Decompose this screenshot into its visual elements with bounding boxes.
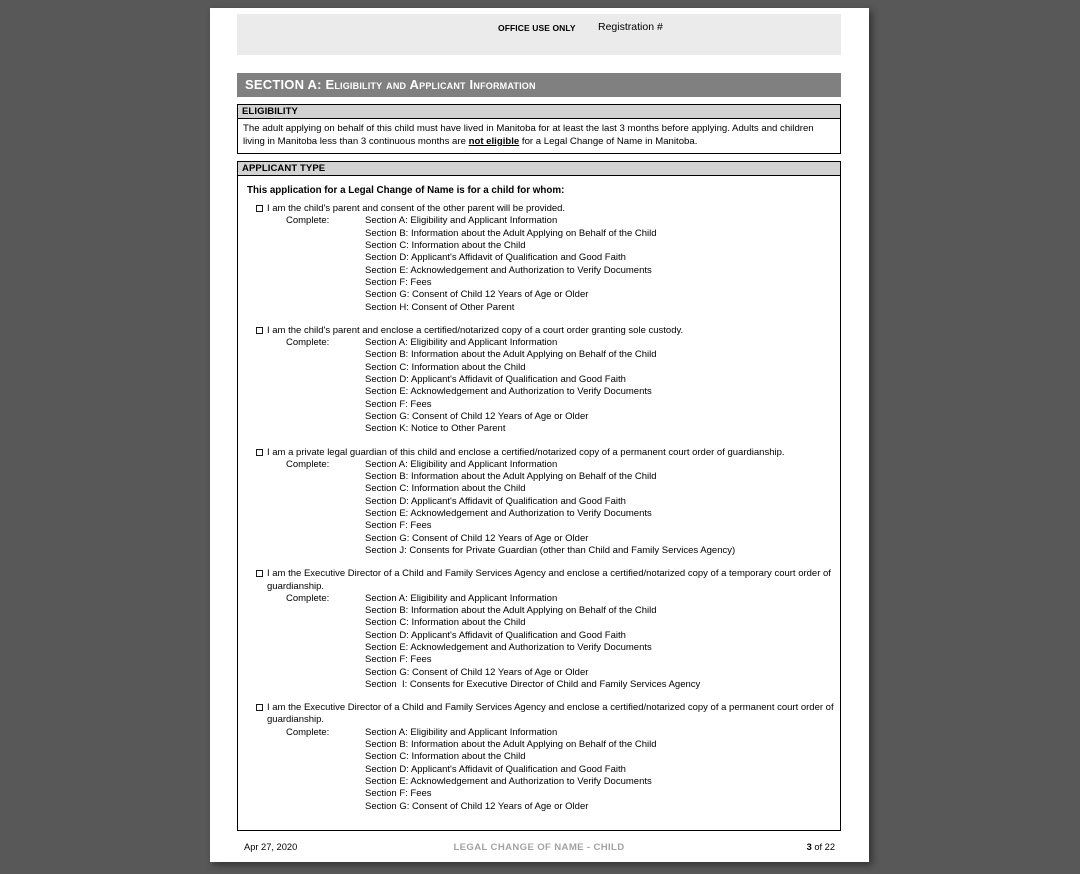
option-section-row bbox=[244, 302, 834, 314]
option-section-row bbox=[244, 374, 834, 386]
section-requirement-text: Section B: Information about the Adult Applying on Behalf of the Child bbox=[365, 349, 657, 361]
section-requirement-text: Section D: Applicant's Affidavit of Qualification and Good Faith bbox=[365, 763, 626, 775]
section-requirement-text: Section D: Applicant's Affidavit of Qualification and Good Faith bbox=[365, 252, 626, 264]
option-section-row bbox=[244, 289, 834, 301]
option-statement-row[interactable] bbox=[244, 203, 834, 215]
page-footer bbox=[237, 842, 841, 858]
section-requirement-text: Section G: Consent of Child 12 Years of Age or Older bbox=[365, 800, 589, 812]
applicant-type-option bbox=[244, 447, 834, 558]
applicant-type-block bbox=[237, 161, 841, 831]
section-requirement-text: Section K: Notice to Other Parent bbox=[365, 423, 506, 435]
section-requirement-text: Section A: Eligibility and Applicant Information bbox=[365, 726, 558, 738]
section-requirement-text: Section B: Information about the Adult Applying on Behalf of the Child bbox=[365, 605, 657, 617]
applicant-type-body bbox=[238, 176, 840, 830]
option-section-row bbox=[244, 764, 834, 776]
section-a-title-rest: Eligibility and Applicant Information bbox=[325, 77, 536, 92]
option-statement-text: I am the child's parent and enclose a certified/notarized copy of a court order granting sole custody. bbox=[267, 324, 684, 336]
office-use-bar bbox=[237, 14, 841, 55]
option-section-row bbox=[244, 215, 834, 227]
applicant-type-option bbox=[244, 325, 834, 436]
section-requirement-text: Section F: Fees bbox=[365, 788, 432, 800]
option-section-row bbox=[244, 228, 834, 240]
option-statement-text: I am the child's parent and consent of the other parent will be provided. bbox=[267, 203, 566, 215]
applicant-type-band bbox=[238, 162, 840, 176]
option-section-row bbox=[244, 679, 834, 691]
footer-page-total: of 22 bbox=[811, 842, 835, 853]
option-section-row bbox=[244, 337, 834, 349]
section-requirement-text: Section E: Acknowledgement and Authorization to Verify Documents bbox=[365, 386, 652, 398]
option-section-row bbox=[244, 751, 834, 763]
eligibility-block bbox=[237, 104, 841, 154]
page-content bbox=[237, 14, 841, 858]
complete-label: Complete: bbox=[286, 458, 330, 470]
section-requirement-text: Section F: Fees bbox=[365, 276, 432, 288]
section-requirement-text: Section C: Information about the Child bbox=[365, 240, 526, 252]
checkbox-icon[interactable] bbox=[256, 704, 263, 711]
section-requirement-text: Section A: Eligibility and Applicant Information bbox=[365, 215, 558, 227]
section-requirement-text: Section G: Consent of Child 12 Years of Age or Older bbox=[365, 289, 589, 301]
option-section-row bbox=[244, 399, 834, 411]
option-section-row bbox=[244, 520, 834, 532]
option-statement-row[interactable] bbox=[244, 568, 834, 593]
section-requirement-text: Section G: Consent of Child 12 Years of Age or Older bbox=[365, 410, 589, 422]
option-section-row bbox=[244, 252, 834, 264]
option-section-row bbox=[244, 617, 834, 629]
footer-page-number bbox=[807, 842, 835, 852]
option-section-row bbox=[244, 776, 834, 788]
option-section-row bbox=[244, 459, 834, 471]
section-requirement-text: Section C: Information about the Child bbox=[365, 617, 526, 629]
option-section-row bbox=[244, 727, 834, 739]
checkbox-icon[interactable] bbox=[256, 570, 263, 577]
section-requirement-text: Section E: Acknowledgement and Authorization to Verify Documents bbox=[365, 775, 652, 787]
complete-label: Complete: bbox=[286, 215, 330, 227]
section-requirement-text: Section I: Consents for Executive Director of Child and Family Services Agency bbox=[365, 678, 701, 690]
eligibility-text-part1: The adult applying on behalf of this child must have lived in Manitoba for at least the last 3 months before applying. Adults and children living in Manitoba less than 3 continuous months are bbox=[243, 123, 814, 147]
applicant-type-option bbox=[244, 568, 834, 691]
option-section-row bbox=[244, 630, 834, 642]
section-requirement-text: Section H: Consent of Other Parent bbox=[365, 301, 515, 313]
complete-label: Complete: bbox=[286, 337, 330, 349]
applicant-type-band-title: APPLICANT TYPE bbox=[242, 163, 326, 175]
checkbox-icon[interactable] bbox=[256, 449, 263, 456]
option-section-row bbox=[244, 240, 834, 252]
option-section-row bbox=[244, 667, 834, 679]
section-requirement-text: Section G: Consent of Child 12 Years of Age or Older bbox=[365, 532, 589, 544]
section-requirement-text: Section A: Eligibility and Applicant Information bbox=[365, 337, 558, 349]
registration-number-label: Registration # bbox=[598, 21, 663, 33]
eligibility-band bbox=[238, 105, 840, 119]
applicant-type-intro: This application for a Legal Change of Name is for a child for whom: bbox=[247, 185, 565, 197]
section-requirement-text: Section G: Consent of Child 12 Years of Age or Older bbox=[365, 666, 589, 678]
section-requirement-text: Section E: Acknowledgement and Authorization to Verify Documents bbox=[365, 508, 652, 520]
option-section-row bbox=[244, 508, 834, 520]
section-requirement-text: Section J: Consents for Private Guardian (other than Child and Family Services Agency) bbox=[365, 544, 736, 556]
section-requirement-text: Section F: Fees bbox=[365, 398, 432, 410]
eligibility-band-title: ELIGIBILITY bbox=[242, 106, 298, 117]
option-section-row bbox=[244, 739, 834, 751]
option-section-row bbox=[244, 423, 834, 435]
section-requirement-text: Section D: Applicant's Affidavit of Qualification and Good Faith bbox=[365, 374, 626, 386]
complete-label: Complete: bbox=[286, 726, 330, 738]
section-requirement-text: Section E: Acknowledgement and Authorization to Verify Documents bbox=[365, 264, 652, 276]
section-a-title bbox=[245, 77, 536, 92]
office-use-only-label: OFFICE USE ONLY bbox=[498, 23, 576, 33]
section-requirement-text: Section D: Applicant's Affidavit of Qualification and Good Faith bbox=[365, 495, 626, 507]
section-requirement-text: Section A: Eligibility and Applicant Information bbox=[365, 458, 558, 470]
option-section-row bbox=[244, 277, 834, 289]
option-section-row bbox=[244, 605, 834, 617]
section-a-title-lead: SECTION A: bbox=[245, 77, 322, 92]
option-section-row bbox=[244, 386, 834, 398]
option-section-row bbox=[244, 642, 834, 654]
eligibility-text bbox=[238, 119, 840, 153]
section-requirement-text: Section B: Information about the Adult Applying on Behalf of the Child bbox=[365, 471, 657, 483]
option-section-row bbox=[244, 654, 834, 666]
document-page bbox=[210, 8, 869, 862]
option-section-row bbox=[244, 593, 834, 605]
option-sections-list bbox=[244, 459, 834, 557]
option-section-row bbox=[244, 411, 834, 423]
section-requirement-text: Section B: Information about the Adult Applying on Behalf of the Child bbox=[365, 227, 657, 239]
footer-date: Apr 27, 2020 bbox=[244, 842, 298, 853]
option-sections-list bbox=[244, 727, 834, 813]
option-statement-row[interactable] bbox=[244, 325, 834, 337]
section-requirement-text: Section C: Information about the Child bbox=[365, 483, 526, 495]
option-sections-list bbox=[244, 215, 834, 313]
option-section-row bbox=[244, 545, 834, 557]
option-statement-row[interactable] bbox=[244, 447, 834, 459]
section-requirement-text: Section C: Information about the Child bbox=[365, 361, 526, 373]
footer-page-current: 3 bbox=[806, 842, 812, 853]
section-requirement-text: Section C: Information about the Child bbox=[365, 751, 526, 763]
option-section-row bbox=[244, 788, 834, 800]
option-section-row bbox=[244, 471, 834, 483]
section-a-header bbox=[237, 73, 841, 97]
option-statement-text: I am a private legal guardian of this child and enclose a certified/notarized copy of a permanent court order of guardianship. bbox=[267, 446, 785, 458]
checkbox-icon[interactable] bbox=[256, 327, 263, 334]
option-section-row bbox=[244, 362, 834, 374]
option-sections-list bbox=[244, 337, 834, 435]
eligibility-emphasis: not eligible bbox=[468, 135, 520, 147]
option-statement-text: I am the Executive Director of a Child and Family Services Agency and enclose a certified/notarized copy of a permanent court order of guardianship. bbox=[267, 702, 834, 726]
applicant-type-options bbox=[244, 203, 834, 813]
option-section-row bbox=[244, 801, 834, 813]
option-statement-row[interactable] bbox=[244, 702, 834, 727]
footer-document-title: LEGAL CHANGE OF NAME - CHILD bbox=[453, 842, 625, 854]
applicant-type-option bbox=[244, 203, 834, 314]
checkbox-icon[interactable] bbox=[256, 205, 263, 212]
section-requirement-text: Section B: Information about the Adult Applying on Behalf of the Child bbox=[365, 739, 657, 751]
section-requirement-text: Section A: Eligibility and Applicant Information bbox=[365, 592, 558, 604]
complete-label: Complete: bbox=[286, 592, 330, 604]
option-sections-list bbox=[244, 593, 834, 691]
eligibility-text-part2: for a Legal Change of Name in Manitoba. bbox=[519, 135, 698, 147]
option-section-row bbox=[244, 349, 834, 361]
applicant-type-option bbox=[244, 702, 834, 813]
option-section-row bbox=[244, 265, 834, 277]
section-requirement-text: Section D: Applicant's Affidavit of Qualification and Good Faith bbox=[365, 629, 626, 641]
option-section-row bbox=[244, 496, 834, 508]
section-requirement-text: Section F: Fees bbox=[365, 520, 432, 532]
section-requirement-text: Section F: Fees bbox=[365, 654, 432, 666]
option-section-row bbox=[244, 483, 834, 495]
option-section-row bbox=[244, 533, 834, 545]
section-requirement-text: Section E: Acknowledgement and Authorization to Verify Documents bbox=[365, 641, 652, 653]
option-statement-text: I am the Executive Director of a Child and Family Services Agency and enclose a certified/notarized copy of a temporary court order of guardianship. bbox=[267, 568, 831, 592]
